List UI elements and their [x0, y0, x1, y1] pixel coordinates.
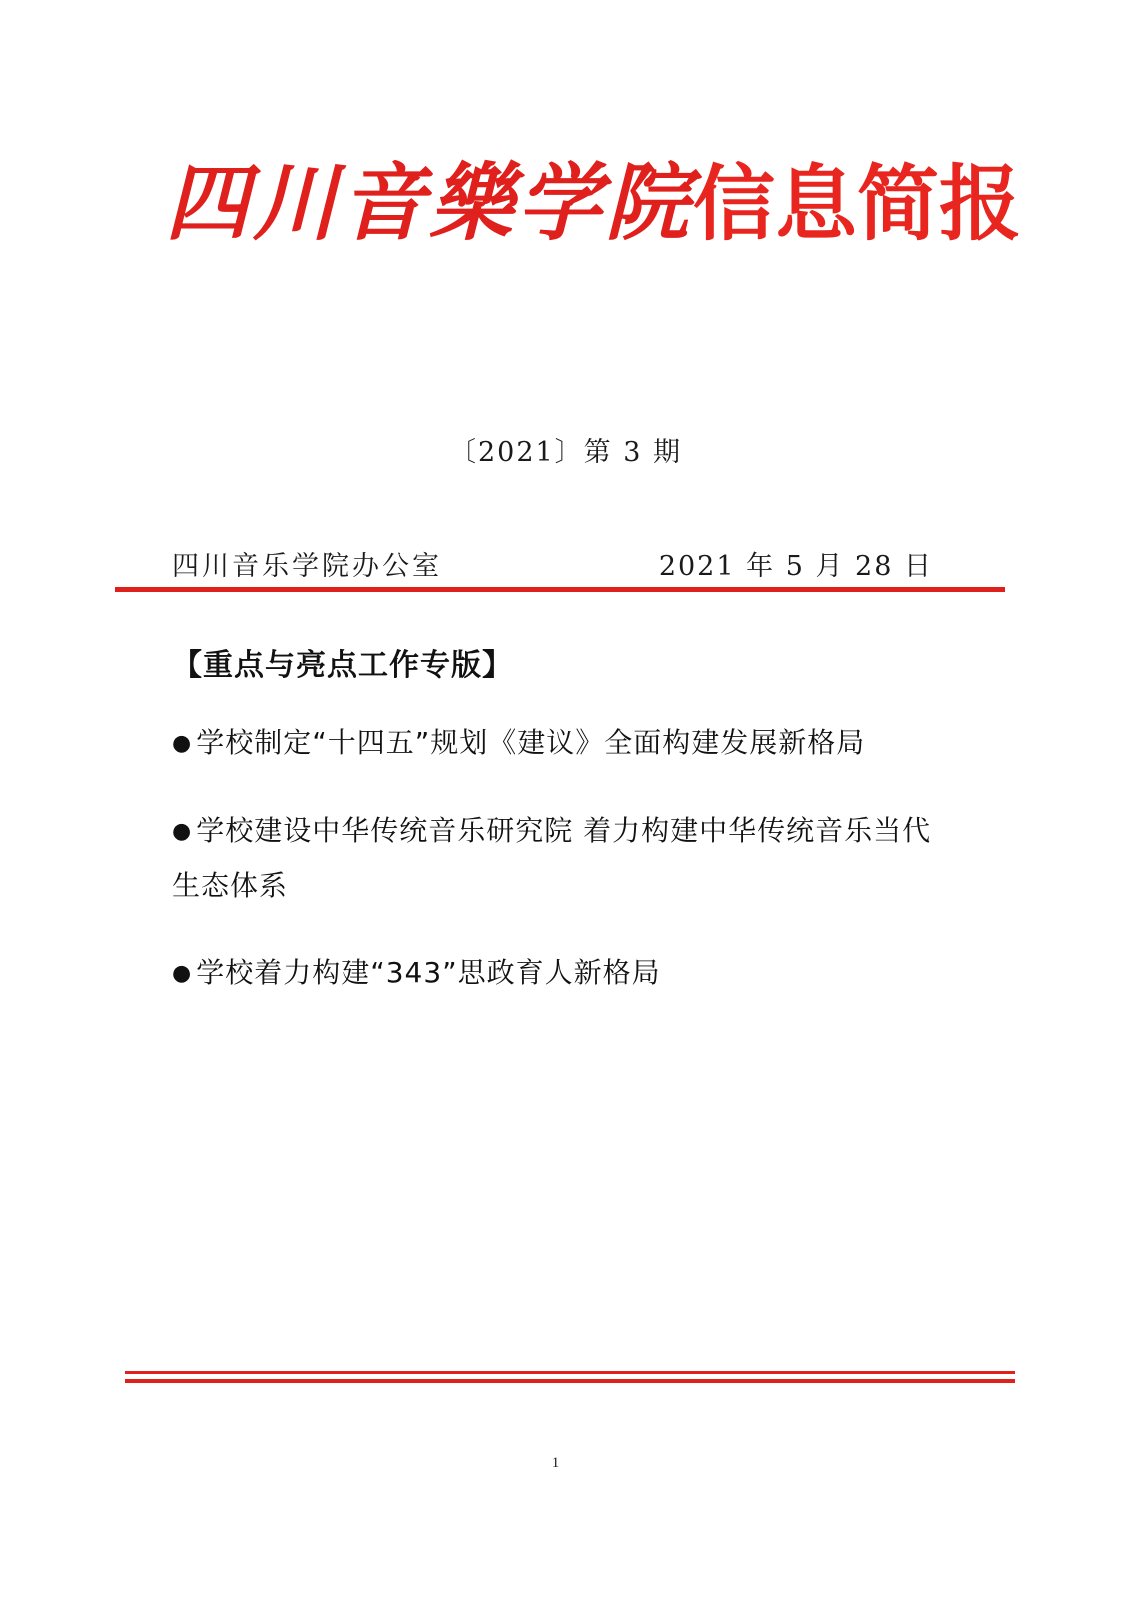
issue-number: 〔2021〕第 3 期 [448, 437, 683, 468]
page-number: 1 [551, 1455, 560, 1471]
issue-date: 2021 年 5 月 28 日 [658, 551, 933, 582]
section-title: 【重点与亮点工作专版】 [172, 648, 513, 683]
issuer: 四川音乐学院办公室 [172, 551, 442, 582]
bullet-icon: ● [172, 819, 193, 844]
headline-item [172, 946, 942, 1001]
masthead-print: 信息简报 [693, 157, 1022, 252]
masthead-calligraphy: 四川音樂学院 [165, 153, 694, 252]
masthead [165, 145, 1022, 260]
headline-text: 学校建设中华传统音乐研究院 着力构建中华传统音乐当代生态体系 [172, 814, 932, 902]
footer-divider-thick [125, 1379, 1015, 1383]
footer-divider-thin [125, 1371, 1015, 1374]
headline-text: 学校制定“十四五”规划《建议》全面构建发展新格局 [196, 726, 866, 759]
bullet-icon: ● [172, 731, 193, 756]
bullet-icon: ● [172, 961, 193, 986]
header-divider [115, 587, 1005, 592]
headline-item [172, 716, 942, 771]
headline-item [172, 804, 942, 913]
headline-text: 学校着力构建“343”思政育人新格局 [196, 956, 661, 989]
